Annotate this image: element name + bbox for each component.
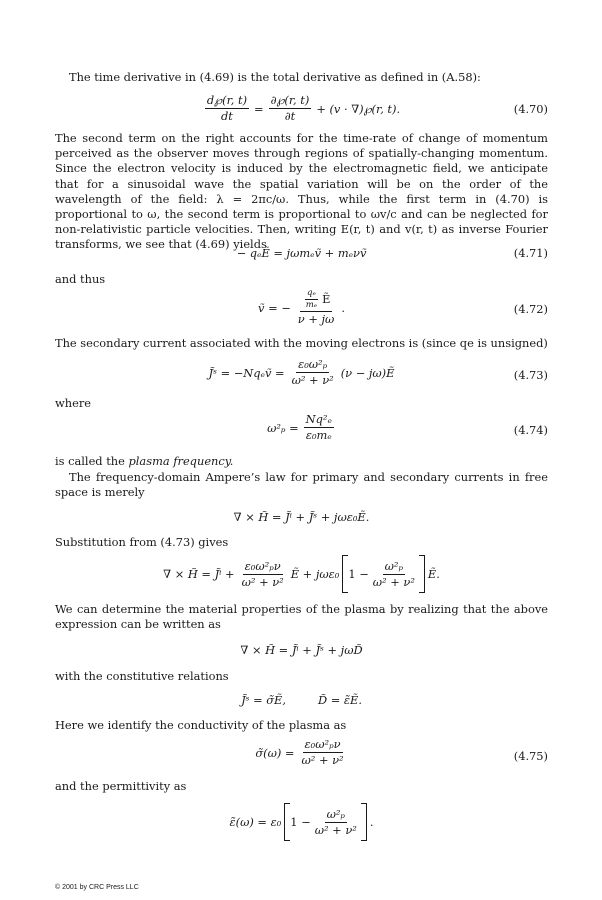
eq-4-70-rhs-fraction: $\frac{\partial℘(r, t)}{\partial t}$: [270, 93, 310, 123]
bracket: 1 − $\frac{\text{ω²ₚ}}{\text{ω² + ν²}}$: [284, 803, 367, 841]
plasma-frequency-term: plasma frequency.: [128, 454, 234, 468]
conductivity-text: Here we identify the conductivity of the plasma as: [55, 718, 347, 732]
rewrite-equation: ∇ × H̃ = J̃ⁱ + J̃ˢ + jωD̃: [240, 643, 363, 657]
eq-4-72-fraction: $\frac{\text{qₑ}}{\text{mₑ}}$ Ẽ ν + jω: [297, 288, 335, 326]
eq-number: (4.72): [513, 302, 548, 316]
ampere-equation: ∇ × H̃ = J̃ⁱ + J̃ˢ + jωε₀Ẽ.: [233, 510, 370, 524]
ampere-paragraph: The frequency-domain Ampere’s law for primary and secondary currents in free space is merely: [55, 470, 548, 500]
eq-number: (4.73): [513, 368, 548, 382]
eq-4-70-lhs-fraction: $\frac{d℘(r, t)}{dt}$: [206, 93, 248, 123]
substitution-text: Substitution from (4.73) gives: [55, 535, 229, 549]
and-thus-text: and thus: [55, 272, 106, 286]
where-text: where: [55, 396, 92, 410]
plasma-frequency-text: is called the plasma frequency.: [55, 454, 234, 468]
copyright-footer: © 2001 by CRC Press LLC: [55, 884, 139, 891]
eq-4-70-tail: + (v · ∇)℘(r, t).: [316, 101, 401, 116]
equation-4-75: σ̃(ω) = $\frac{\text{ε₀ω²ₚν}}{\text{ω² + ν²}}$ (4.75): [255, 737, 548, 767]
equation-4-70: $\frac{d℘(r, t)}{dt}$ = $\frac{\partial℘(r, t)}{\partial t}$ + (v · ∇)℘(r, t). (4.70): [206, 93, 548, 123]
material-paragraph: We can determine the material properties of the plasma by realizing that the above expression can be written as: [55, 602, 548, 632]
constitutive-equation: J̃ˢ = σ̃Ẽ, D̃ = ε̃Ẽ.: [241, 693, 362, 707]
equation-4-74: ω²ₚ = $\frac{\text{Nq²ₑ}}{\text{ε₀mₑ}}$ (4.74): [267, 412, 548, 442]
eq-number: (4.75): [513, 749, 548, 763]
equation-4-72: ṽ = − $\frac{\text{qₑ}}{\text{mₑ}}$ Ẽ ν + jω . (4.72): [258, 288, 548, 326]
intro-paragraph: The time derivative in (4.69) is the total derivative as defined in (A.58):: [69, 70, 481, 84]
eq-number: (4.74): [513, 423, 548, 437]
eq-number: (4.70): [513, 102, 548, 116]
bracket: 1 − $\frac{\text{ω²ₚ}}{\text{ω² + ν²}}$: [342, 555, 425, 593]
substitution-equation: ∇ × H̃ = J̃ⁱ + $\frac{\text{ε₀ω²ₚν}}{\text{ω² + ν²}}$ Ẽ + jωε₀ 1 − $\frac{\text{ω²ₚ}}{\text{ω² + ν²}}$ Ẽ.: [55, 555, 548, 599]
equation-4-71: − qₑẼ = jωmₑṽ + mₑνṽ (4.71): [236, 246, 548, 260]
second-term-paragraph: The second term on the right accounts for the time-rate of change of momentum perceived as the observer moves through regions of spatially-changing momentum. Since the electron velocity is induced by the electromagnetic field, we anticipate that for a sinusoidal wave the spatial variation will be on the order of the wavelength of the field: λ = 2πc/ω. Thus, while the first term in (4.70) is proportional to ω, the second term is proportional to ωv/c and can be neglected for non-relativistic particle velocities. Then, writing E(r, t) and v(r, t) as inverse Fourier transforms, we see that (4.69) yields: [55, 131, 548, 252]
secondary-current-paragraph: The secondary current associated with the moving electrons is (since qe is unsigned): [55, 336, 548, 350]
permittivity-equation: ε̃(ω) = ε₀ 1 − $\frac{\text{ω²ₚ}}{\text{ω² + ν²}}$ .: [55, 803, 548, 847]
equation-4-73: J̃ˢ = −Nqₑṽ = $\frac{\text{ε₀ω²ₚ}}{\text{ω² + ν²}}$ (ν − jω)Ẽ (4.73): [208, 357, 548, 387]
eq-number: (4.71): [513, 246, 548, 260]
permittivity-text: and the permittivity as: [55, 779, 187, 793]
constitutive-text: with the constitutive relations: [55, 669, 229, 683]
